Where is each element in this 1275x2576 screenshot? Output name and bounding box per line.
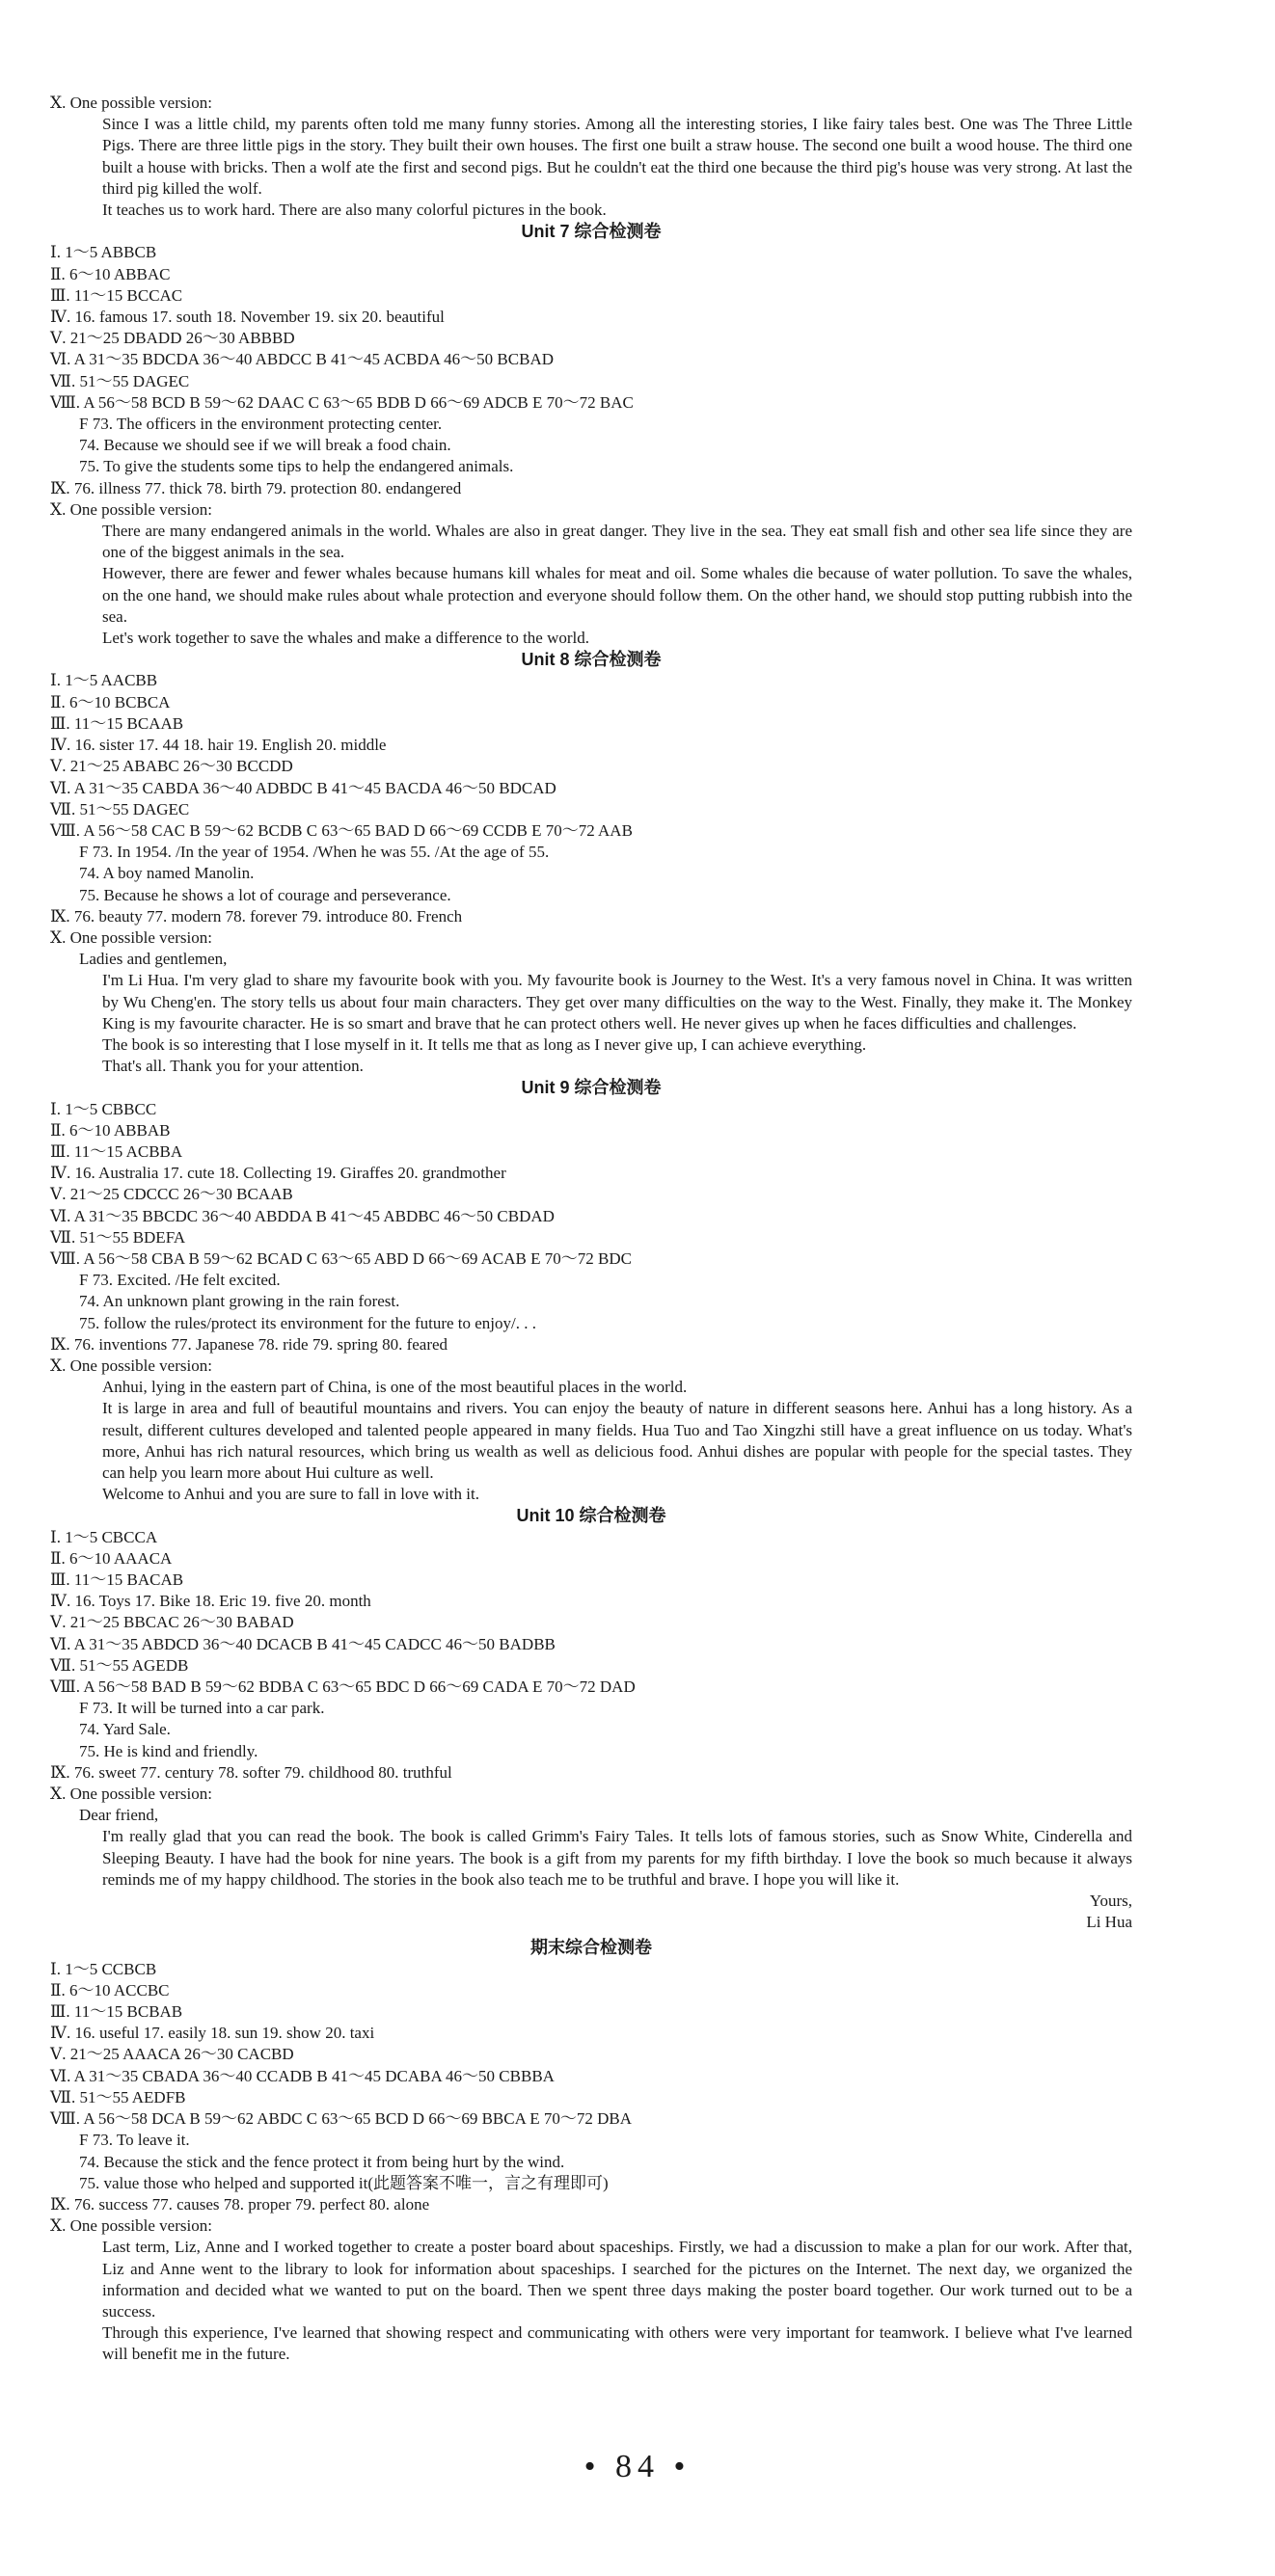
text-line: Yours, [1089,1892,1132,1911]
text-line: It teaches us to work hard. There are also many colorful pictures in the book. [102,201,607,220]
text-line: F 73. Excited. /He felt excited. [79,1271,281,1290]
text-line: Ⅵ. A 31～35 ABDCD 36～40 DCACB B 41～45 CADCC 46～50 BADBB [50,1634,556,1653]
text-line: Ⅰ. 1～5 CBBCC [50,1099,157,1118]
text-line: Ⅴ. 21～25 DBADD 26～30 ABBBD [50,329,295,348]
section-title: Unit 8 综合检测卷 [521,650,662,670]
section-title: 期末综合检测卷 [530,1938,652,1958]
text-line: Ⅸ. 76. success 77. causes 78. proper 79. perfect 80. alone [50,2194,430,2214]
text-line: Ⅸ. 76. inventions 77. Japanese 78. ride 79. spring 80. feared [50,1334,448,1354]
text-line: 75. He is kind and friendly. [79,1741,258,1760]
text-line: 75. To give the students some tips to help the endangered animals. [79,457,514,476]
text-line: Ⅳ. 16. Toys 17. Bike 18. Eric 19. five 20. month [50,1592,371,1611]
text-line: 74. Yard Sale. [79,1720,171,1739]
text-line: Ⅱ. 6～10 ACCBC [50,1980,170,1999]
text-line: Ⅸ. 76. illness 77. thick 78. birth 79. protection 80. endangered [50,478,462,497]
text-line: 75. Because he shows a lot of courage and perseverance. [79,885,451,904]
text-line: I'm Li Hua. I'm very glad to share my favourite book with you. My favourite book is Journey to the West. It's a very famous novel in China. It was written by Wu Cheng'en. The story tells us about four main characters. They get over many difficulties on the way to the West. Finally, they make it. The Monkey King is my favourite character. He is so smart and brave that he can protect others well. He never gives up when he faces difficulties and challenges. [102,971,1132,1033]
text-line: Ⅶ. 51～55 DAGEC [50,371,190,390]
text-line: 74. Because the stick and the fence protect it from being hurt by the wind. [79,2152,565,2171]
text-line: Ⅴ. 21～25 ABABC 26～30 BCCDD [50,757,293,776]
text-line: Ⅰ. 1～5 CBCCA [50,1527,158,1546]
text-line: Since I was a little child, my parents often told me many funny stories. Among all the interesting stories, I like fairy tales best. One was The Three Little Pigs. There are three little pigs in the story. They built their own houses. The first one built a straw house. The second one built a wood house. The third one built a house with bricks. Then a wolf ate the first and second pigs. But he couldn't eat the third one because the third pig's house was very strong. At last the third pig killed the wolf. [102,115,1132,198]
text-line: Ⅷ. A 56～58 DCA B 59～62 ABDC C 63～65 BCD D 66～69 BBCA E 70～72 DBA [50,2109,632,2129]
text-line: Ⅲ. 11～15 BCAAB [50,713,184,733]
text-line: 75. follow the rules/protect its environment for the future to enjoy/. . . [79,1313,536,1332]
text-line: The book is so interesting that I lose myself in it. It tells me that as long as I never give up, I can achieve everything. [102,1034,867,1054]
text-line: Ⅷ. A 56～58 BAD B 59～62 BDBA C 63～65 BDC D 66～69 CADA E 70～72 DAD [50,1677,636,1697]
text-line: Ⅰ. 1～5 CCBCB [50,1959,157,1978]
text-line: F 73. The officers in the environment protecting center. [79,415,443,434]
text-line: Ⅵ. A 31～35 BDCDA 36～40 ABDCC B 41～45 ACBDA 46～50 BCBAD [50,350,554,369]
text-line: 74. An unknown plant growing in the rain forest. [79,1292,400,1311]
text-line: It is large in area and full of beautiful mountains and rivers. You can enjoy the beauty of nature in different seasons here. Anhui has a long history. As a result, different cultures developed and talented people appeared in many fields. Hua Tuo and Tao Xingzhi still have a great influence on us today. What's more, Anhui has rich natural resources, which bring us wealth as well as delicious food. Anhui dishes are popular with people for the special tastes. They can help you learn more about Hui culture as well. [102,1399,1132,1482]
text-line: Ⅰ. 1～5 ABBCB [50,243,157,262]
text-line: Ⅹ. One possible version: [50,1784,212,1804]
text-line: F 73. To leave it. [79,2131,190,2150]
text-line: Ⅱ. 6～10 BCBCA [50,692,171,711]
text-line: Ⅶ. 51～55 DAGEC [50,799,190,818]
text-line: 74. A boy named Manolin. [79,864,255,883]
text-line: Ⅲ. 11～15 ACBBA [50,1141,183,1161]
text-line: Ⅱ. 6～10 ABBAB [50,1120,171,1140]
section-title: Unit 9 综合检测卷 [521,1078,662,1098]
text-line: Ⅹ. One possible version: [50,94,212,112]
page-number: • 84 • [583,2449,692,2484]
text-line: Ⅳ. 16. Australia 17. cute 18. Collecting 19. Giraffes 20. grandmother [50,1164,506,1183]
text-line: Ⅹ. One possible version: [50,2216,212,2236]
text-line: Ⅲ. 11～15 BCCAC [50,285,183,305]
text-line: Ⅰ. 1～5 AACBB [50,671,158,690]
text-line: That's all. Thank you for your attention. [102,1057,364,1076]
text-line: Ⅹ. One possible version: [50,1355,212,1375]
text-line: There are many endangered animals in the world. Whales are also in great danger. They live in the sea. They eat small fish and other sea life since they are one of the biggest animals in the sea. [102,522,1132,562]
text-line: Ⅵ. A 31～35 CABDA 36～40 ADBDC B 41～45 BACDA 46～50 BDCAD [50,778,556,797]
text-line: Ⅲ. 11～15 BACAB [50,1570,184,1590]
section-title: Unit 10 综合检测卷 [516,1506,666,1526]
text-line: Ⅴ. 21～25 CDCCC 26～30 BCAAB [50,1185,293,1204]
text-line: Ⅱ. 6～10 AAACA [50,1548,173,1568]
text-line: Ⅹ. One possible version: [50,499,212,519]
text-line: Ⅴ. 21～25 BBCAC 26～30 BABAD [50,1613,294,1632]
section-title: Unit 7 综合检测卷 [521,222,662,242]
text-line: Ⅳ. 16. famous 17. south 18. November 19. six 20. beautiful [50,308,445,327]
text-line: Dear friend, [79,1806,159,1825]
text-line: Ⅵ. A 31～35 BBCDC 36～40 ABDDA B 41～45 ABDBC 46～50 CBDAD [50,1206,555,1225]
text-line: Ladies and gentlemen, [79,950,228,969]
text-line: 74. Because we should see if we will break a food chain. [79,436,451,455]
text-line: Welcome to Anhui and you are sure to fall in love with it. [102,1485,479,1504]
text-line: I'm really glad that you can read the book. The book is called Grimm's Fairy Tales. It tells lots of famous stories, such as Snow White, Cinderella and Sleeping Beauty. I have had the book for nine years. The book is a gift from my parents for my fifth birthday. I love the book so much because it always reminds me of my happy childhood. The stories in the book also teach me to be truthful and brave. I hope you will like it. [102,1827,1132,1889]
text-line: However, there are fewer and fewer whales because humans kill whales for meat and oil. Some whales die because of water pollution. To save the whales, on the one hand, we should make rules about whale protection and everyone should follow them. On the other hand, we should stop putting rubbish into the sea. [102,564,1132,626]
answer-page [50,93,1132,2366]
text-line: Through this experience, I've learned that showing respect and communicating with others were very important for teamwork. I believe what I've learned will benefit me in the future. [102,2323,1132,2364]
text-line: Ⅷ. A 56～58 CBA B 59～62 BCAD C 63～65 ABD D 66～69 ACAB E 70～72 BDC [50,1248,632,1268]
text-line: Ⅴ. 21～25 AAACA 26～30 CACBD [50,2045,294,2064]
text-line: Ⅶ. 51～55 BDEFA [50,1227,186,1247]
text-line: Ⅵ. A 31～35 CBADA 36～40 CCADB B 41～45 DCABA 46～50 CBBBA [50,2066,555,2085]
text-line: Ⅸ. 76. sweet 77. century 78. softer 79. childhood 80. truthful [50,1762,452,1782]
text-line: Ⅱ. 6～10 ABBAC [50,264,171,283]
text-line: Ⅳ. 16. useful 17. easily 18. sun 19. show 20. taxi [50,2024,375,2043]
text-line: Ⅲ. 11～15 BCBAB [50,2002,183,2022]
text-line: Ⅷ. A 56～58 CAC B 59～62 BCDB C 63～65 BAD D 66～69 CCDB E 70～72 AAB [50,820,633,840]
text-line: Anhui, lying in the eastern part of China, is one of the most beautiful places in the world. [102,1378,688,1397]
text-line: Ⅷ. A 56～58 BCD B 59～62 DAAC C 63～65 BDB D 66～69 ADCB E 70～72 BAC [50,392,634,412]
text-line: Ⅶ. 51～55 AGEDB [50,1655,189,1675]
text-line: Last term, Liz, Anne and I worked together to create a poster board about spaceships. Firstly, we had a discussion to make a plan for our work. After that, Liz and Anne went to the library to look for information about spaceships. I searched for the pictures on the Internet. The next day, we organized the information and decided what we wanted to put on the board. Then we spent three days making the poster board together. Our work turned out to be a success. [102,2238,1132,2321]
text-line: Ⅶ. 51～55 AEDFB [50,2087,186,2106]
text-line: 75. value those who helped and supported it(此题答案不唯一，言之有理即可) [79,2173,609,2192]
text-line: Ⅸ. 76. beauty 77. modern 78. forever 79. introduce 80. French [50,906,463,926]
text-line: F 73. It will be turned into a car park. [79,1699,325,1718]
text-line: Let's work together to save the whales and make a difference to the world. [102,629,590,648]
text-line: Li Hua [1086,1913,1132,1932]
text-line: Ⅳ. 16. sister 17. 44 18. hair 19. English 20. middle [50,736,387,755]
text-line: F 73. In 1954. /In the year of 1954. /When he was 55. /At the age of 55. [79,843,550,862]
text-line: Ⅹ. One possible version: [50,927,212,947]
